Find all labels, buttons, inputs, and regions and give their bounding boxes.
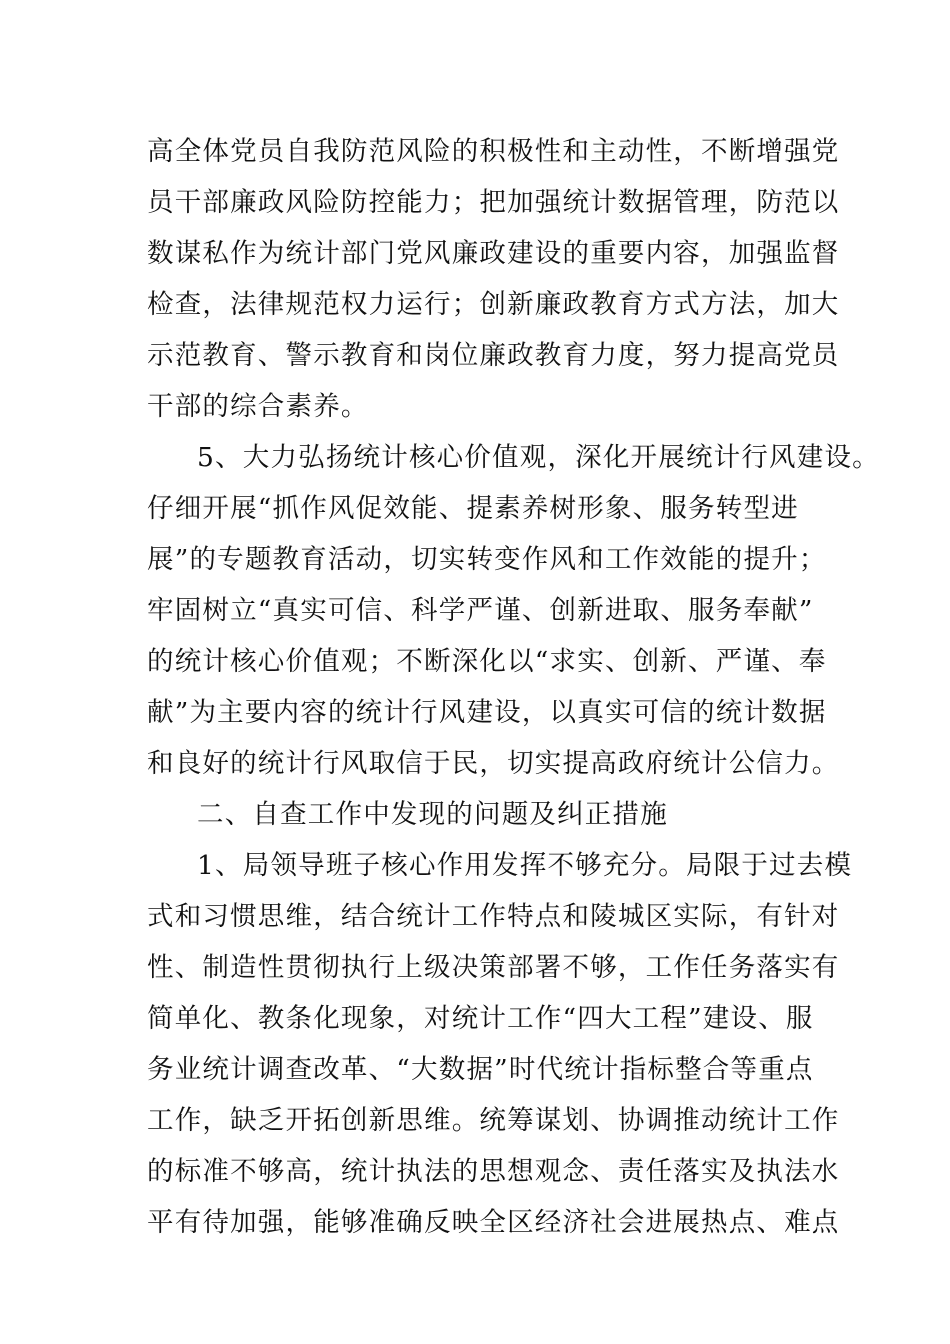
- text-line: 性、制造性贯彻执行上级决策部署不够，工作任务落实有: [147, 952, 840, 983]
- text-line: 献”为主要内容的统计行风建设，以真实可信的统计数据: [147, 697, 827, 728]
- text-line: 的标准不够高，统计执法的思想观念、责任落实及执法水: [147, 1156, 840, 1187]
- paragraph-heading-5: 5、大力弘扬统计核心价值观，深化开展统计行风建设。: [197, 442, 880, 473]
- section-heading: 二、自查工作中发现的问题及纠正措施: [197, 799, 668, 830]
- text-line: 式和习惯思维，结合统计工作特点和陵城区实际，有针对: [147, 901, 840, 932]
- text-line: 数谋私作为统计部门党风廉政建设的重要内容，加强监督: [147, 238, 840, 269]
- text-line: 工作，缺乏开拓创新思维。统筹谋划、协调推动统计工作: [147, 1105, 840, 1136]
- text-line: 和良好的统计行风取信于民，切实提高政府统计公信力。: [147, 748, 840, 779]
- text-line: 平有待加强，能够准确反映全区经济社会进展热点、难点: [147, 1207, 840, 1238]
- text-line: 简单化、教条化现象，对统计工作“四大工程”建设、服: [147, 1003, 814, 1034]
- text-line: 示范教育、警示教育和岗位廉政教育力度，努力提高党员: [147, 340, 840, 371]
- text-line: 牢固树立“真实可信、科学严谨、创新进取、服务奉献”: [147, 595, 814, 626]
- text-line: 干部的综合素养。: [147, 391, 369, 422]
- text-line: 展”的专题教育活动，切实转变作风和工作效能的提升；: [147, 544, 827, 575]
- text-line: 员干部廉政风险防控能力；把加强统计数据管理，防范以: [147, 187, 840, 218]
- text-line: 的统计核心价值观；不断深化以“求实、创新、严谨、奉: [147, 646, 827, 677]
- text-line: 务业统计调查改革、“大数据”时代统计指标整合等重点: [147, 1054, 814, 1085]
- text-line: 高全体党员自我防范风险的积极性和主动性，不断增强党: [147, 136, 840, 167]
- document-body: [147, 126, 880, 1248]
- paragraph-heading-1: 1、局领导班子核心作用发挥不够充分。局限于过去模: [197, 850, 853, 881]
- text-line: 仔细开展“抓作风促效能、提素养树形象、服务转型进: [147, 493, 799, 524]
- text-line: 检查，法律规范权力运行；创新廉政教育方式方法，加大: [147, 289, 840, 320]
